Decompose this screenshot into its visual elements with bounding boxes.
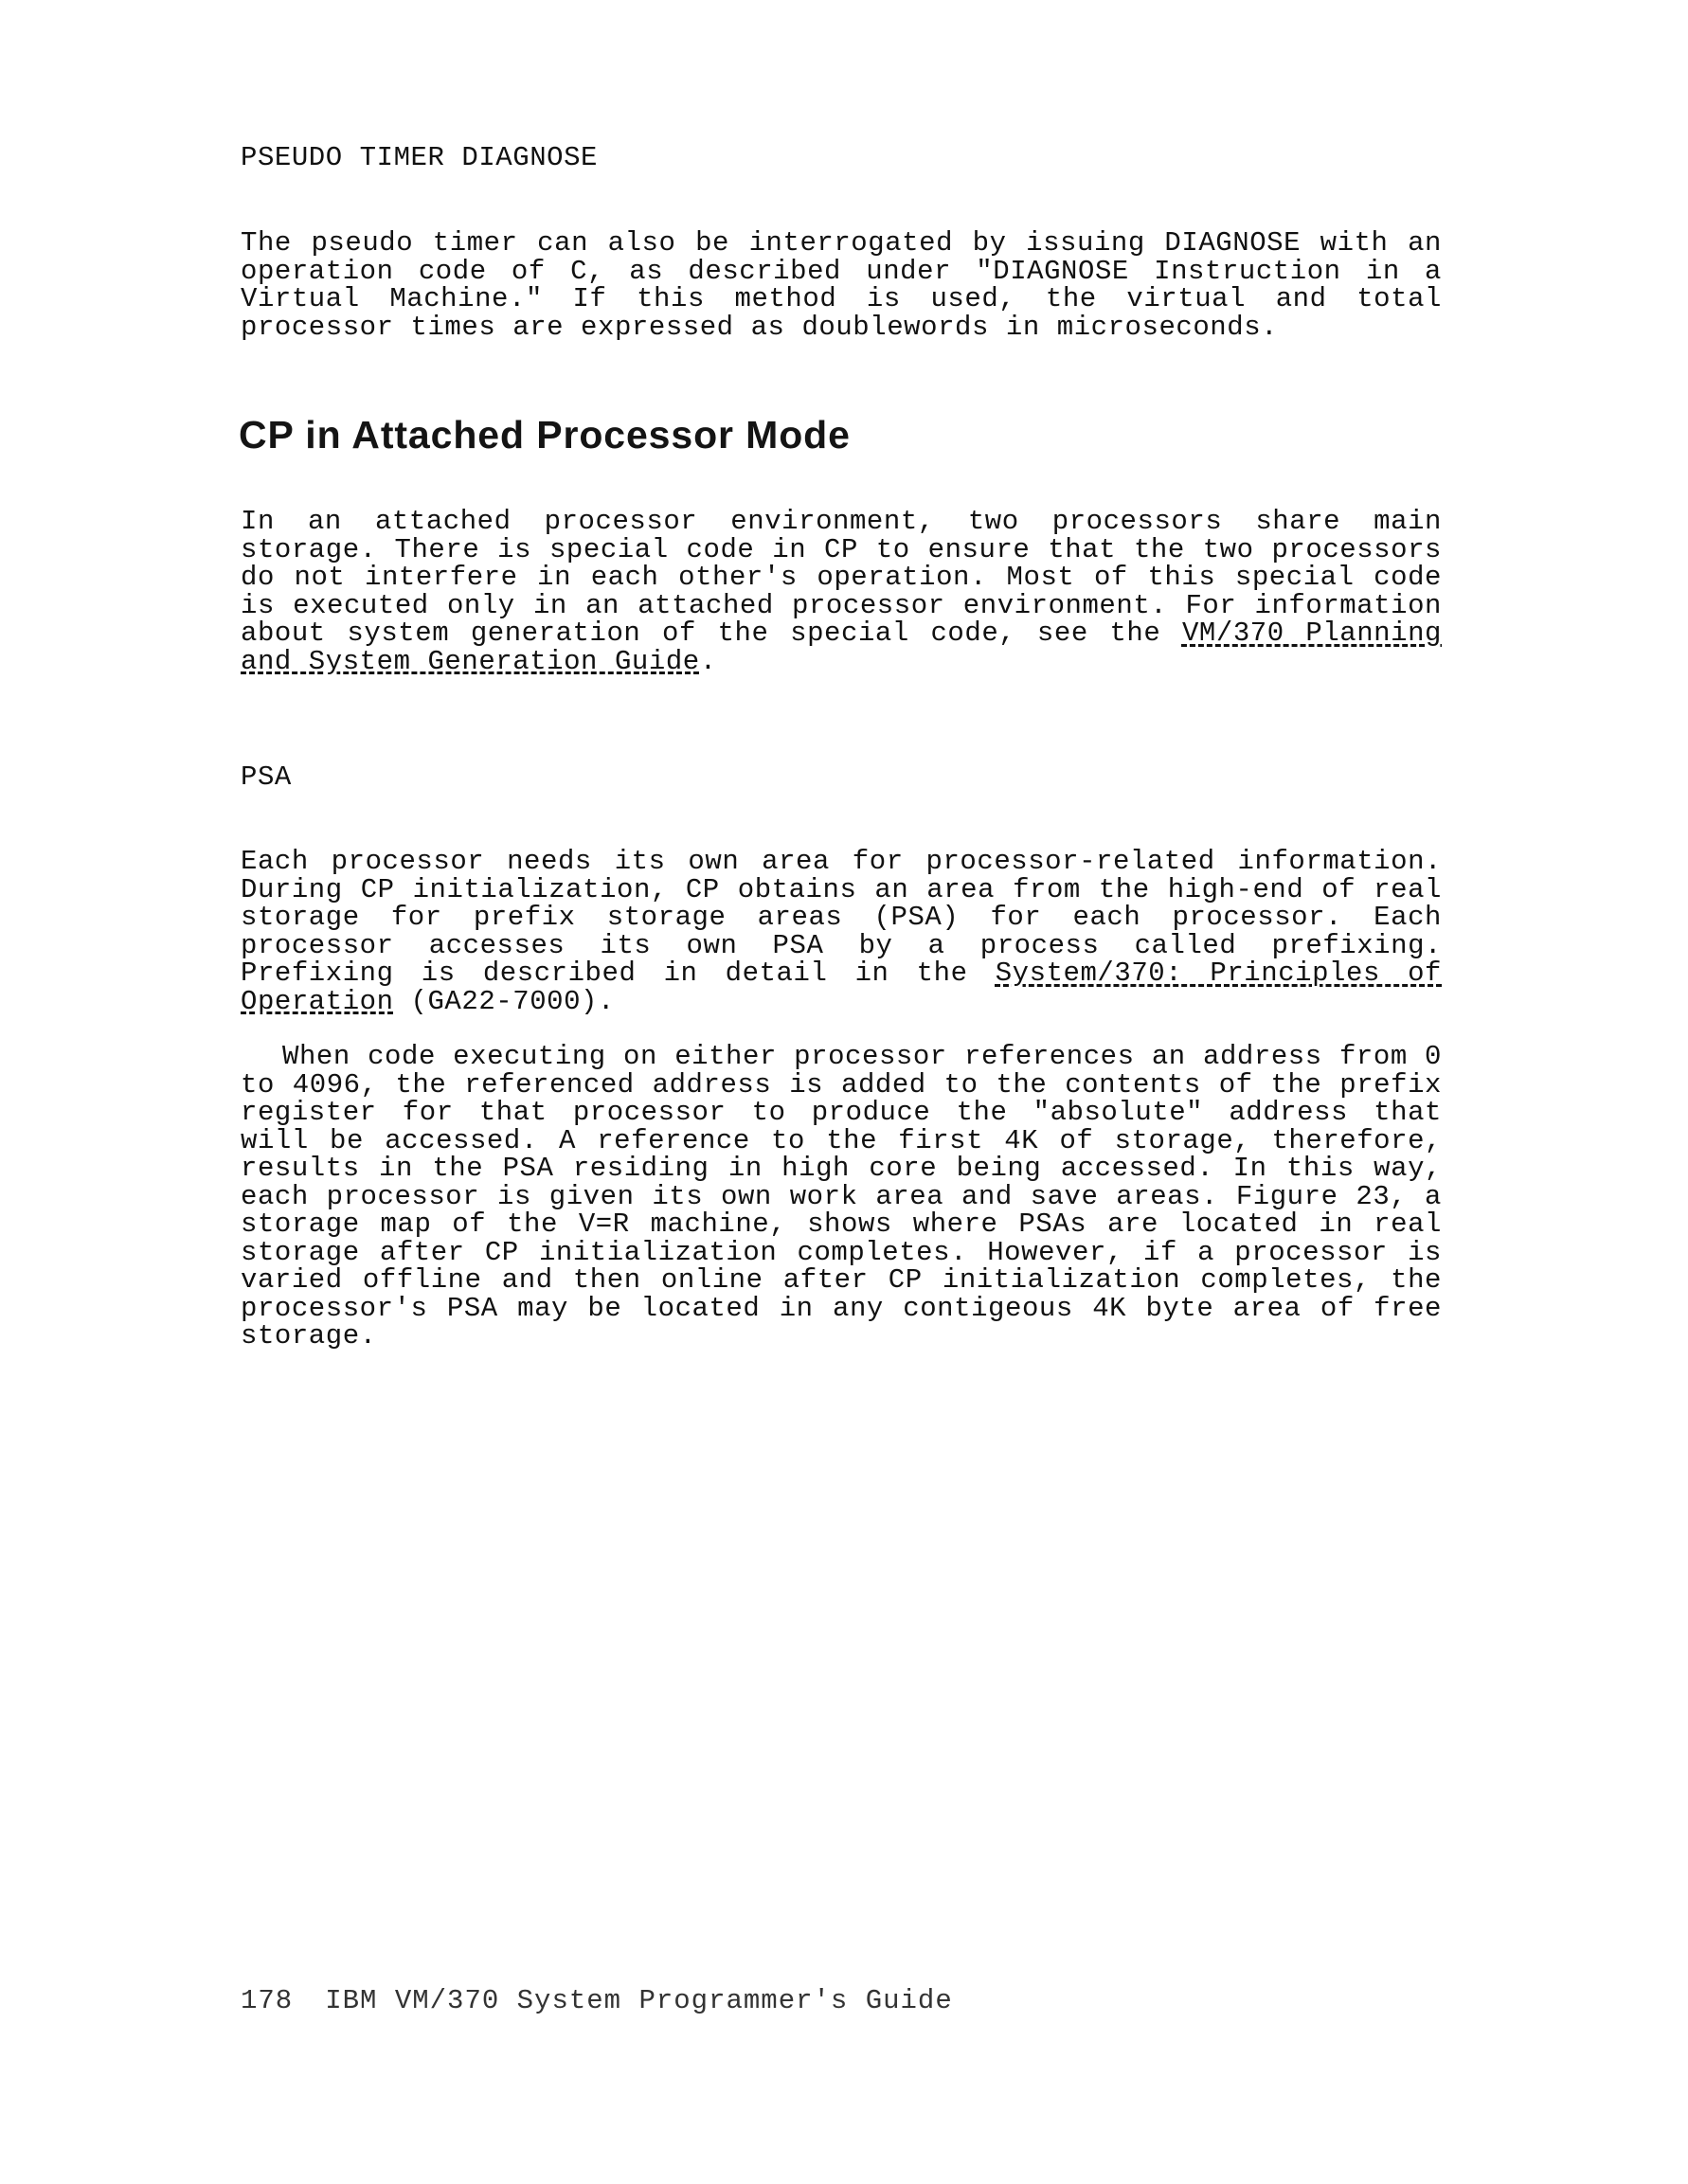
planning-guide-reference: VM/370 Planning and System Generation Guide — [241, 618, 1442, 677]
principles-of-operation-reference: System/370: Principles of Operation — [241, 958, 1442, 1017]
page-footer — [241, 1985, 953, 2016]
section-heading-psa: PSA — [241, 761, 292, 793]
psa-paragraph-2: When code executing on either processor references an address from 0 to 4096, the referenced address is added to the contents of the prefix register for that processor to produce the "absolute" address that will be accessed. A reference to the first 4K of storage, therefore, results in the PSA residing in high core being accessed. In this way, each processor is given its own work area and save areas. Figure 23, a storage map of the V=R machine, shows where PSAs are located in real storage after CP initialization completes. However, if a processor is varied offline and then online after CP initialization completes, the processor's PSA may be located in any contigeous 4K byte area of free storage. — [241, 1041, 1442, 1352]
attached-processor-text: In an attached processor environment, two processors share main storage. There is special code in CP to ensure that the two processors do not interfere in each other's operation. Most of this special code is executed only in an attached processor environment. For information about system generation of the special code, see the — [241, 506, 1442, 649]
psa-paragraph-1 — [241, 848, 1442, 1015]
section-title-attached-processor: CP in Attached Processor Mode — [239, 413, 851, 456]
section-heading-pseudo-timer: PSEUDO TIMER DIAGNOSE — [241, 142, 599, 173]
psa-paragraph-1-end: (GA22-7000). — [393, 985, 615, 1017]
attached-processor-text-end: . — [699, 645, 717, 677]
page-number: 178 — [241, 1985, 294, 2016]
psa-paragraph-1-text: Each processor needs its own area for processor-related information. During CP initialization, CP obtains an area from the high-end of real storage for prefix storage areas (PSA) for each processor. Each processor accesses its own PSA by a process called prefixing. Prefixing is described in detail in the — [241, 846, 1442, 989]
attached-processor-paragraph — [241, 508, 1442, 675]
running-title: IBM VM/370 System Programmer's Guide — [325, 1985, 953, 2016]
pseudo-timer-paragraph: The pseudo timer can also be interrogated by issuing DIAGNOSE with an operation code of C, as described under "DIAGNOSE Instruction in a Virtual Machine." If this method is used, the virtual and total processor times are expressed as doublewords in microseconds. — [241, 227, 1442, 343]
